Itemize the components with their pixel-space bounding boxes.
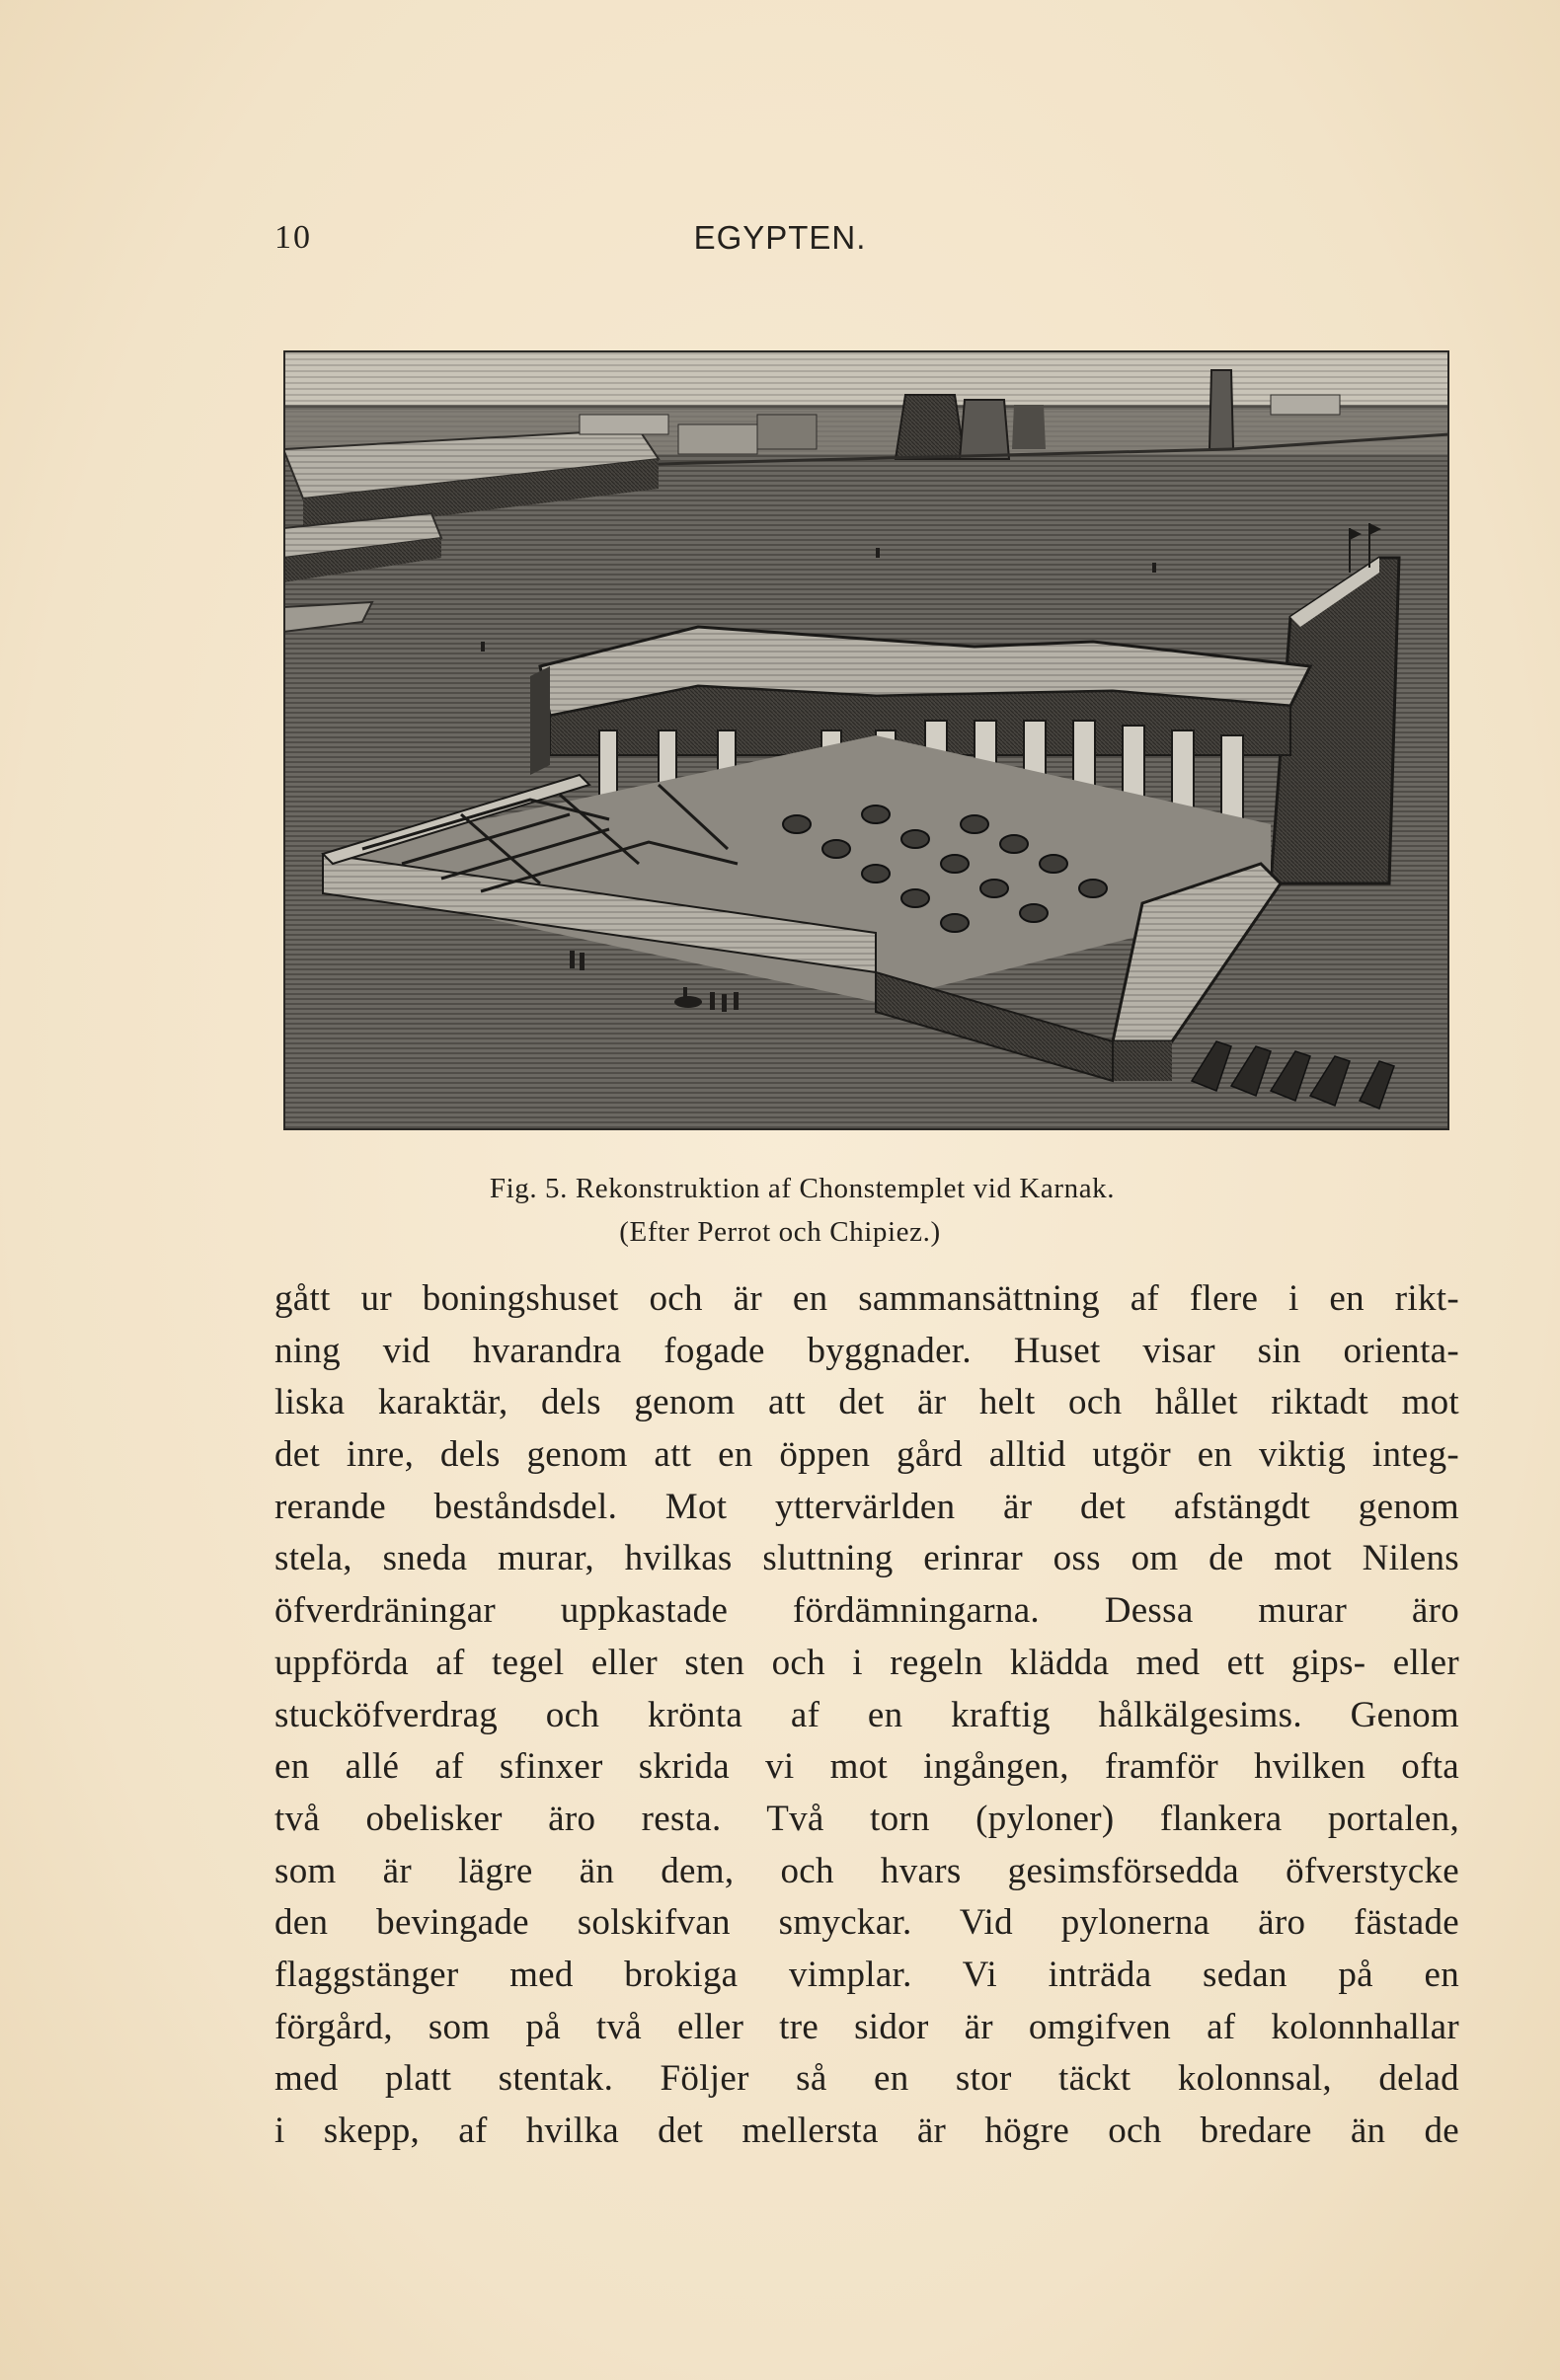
figure-caption: Fig. 5. Rekonstruktion af Chonstemplet vid Karnak.: [489, 1173, 1116, 1204]
text-line: förgård, som på två eller tre sidor är omgifven af kolonnhallar: [274, 2006, 1459, 2047]
temple-engraving: [283, 350, 1449, 1130]
text-line: en allé af sfinxer skrida vi mot ingången, framför hvilken ofta: [274, 1746, 1459, 1788]
text-line: i skepp, af hvilka det mellersta är högre och bredare än de: [274, 2111, 1459, 2151]
text-line: gått ur boningshuset och är en sammansättning af flere i en rikt-: [274, 1278, 1459, 1319]
page-number: 10: [274, 219, 312, 256]
text-line: uppförda af tegel eller sten och i regeln klädda med ett gips- eller: [274, 1642, 1459, 1683]
temple-reconstruction-illustration: [283, 350, 1449, 1130]
text-line: stela, sneda murar, hvilkas sluttning erinrar oss om de mot Nilens: [274, 1538, 1459, 1579]
text-line: flaggstänger med brokiga vimplar. Vi inträda sedan på en: [274, 1954, 1459, 1995]
text-line: ning vid hvarandra fogade byggnader. Huset visar sin orienta-: [274, 1330, 1459, 1371]
figure-caption-source: (Efter Perrot och Chipiez.): [619, 1216, 941, 1248]
running-head: EGYPTEN.: [693, 219, 867, 256]
text-line: stucköfverdrag och krönta af en kraftig hålkälgesims. Genom: [274, 1694, 1459, 1735]
body-text: [274, 1273, 1459, 2158]
text-line: med platt stentak. Följer så en stor täckt kolonnsal, delad: [274, 2058, 1459, 2100]
text-line: öfverdräningar uppkastade fördämningarna. Dessa murar äro: [274, 1590, 1459, 1632]
text-line: två obelisker äro resta. Två torn (pyloner) flankera portalen,: [274, 1798, 1459, 1839]
text-line: som är lägre än dem, och hvars gesimsförsedda öfverstycke: [274, 1850, 1459, 1891]
text-line: rerande beståndsdel. Mot yttervärlden är det afstängdt genom: [274, 1486, 1459, 1527]
text-line: liska karaktär, dels genom att det är helt och hållet riktadt mot: [274, 1382, 1459, 1423]
text-line: den bevingade solskifvan smyckar. Vid pylonerna äro fästade: [274, 1902, 1459, 1944]
text-line: det inre, dels genom att en öppen gård alltid utgör en viktig integ-: [274, 1434, 1459, 1476]
